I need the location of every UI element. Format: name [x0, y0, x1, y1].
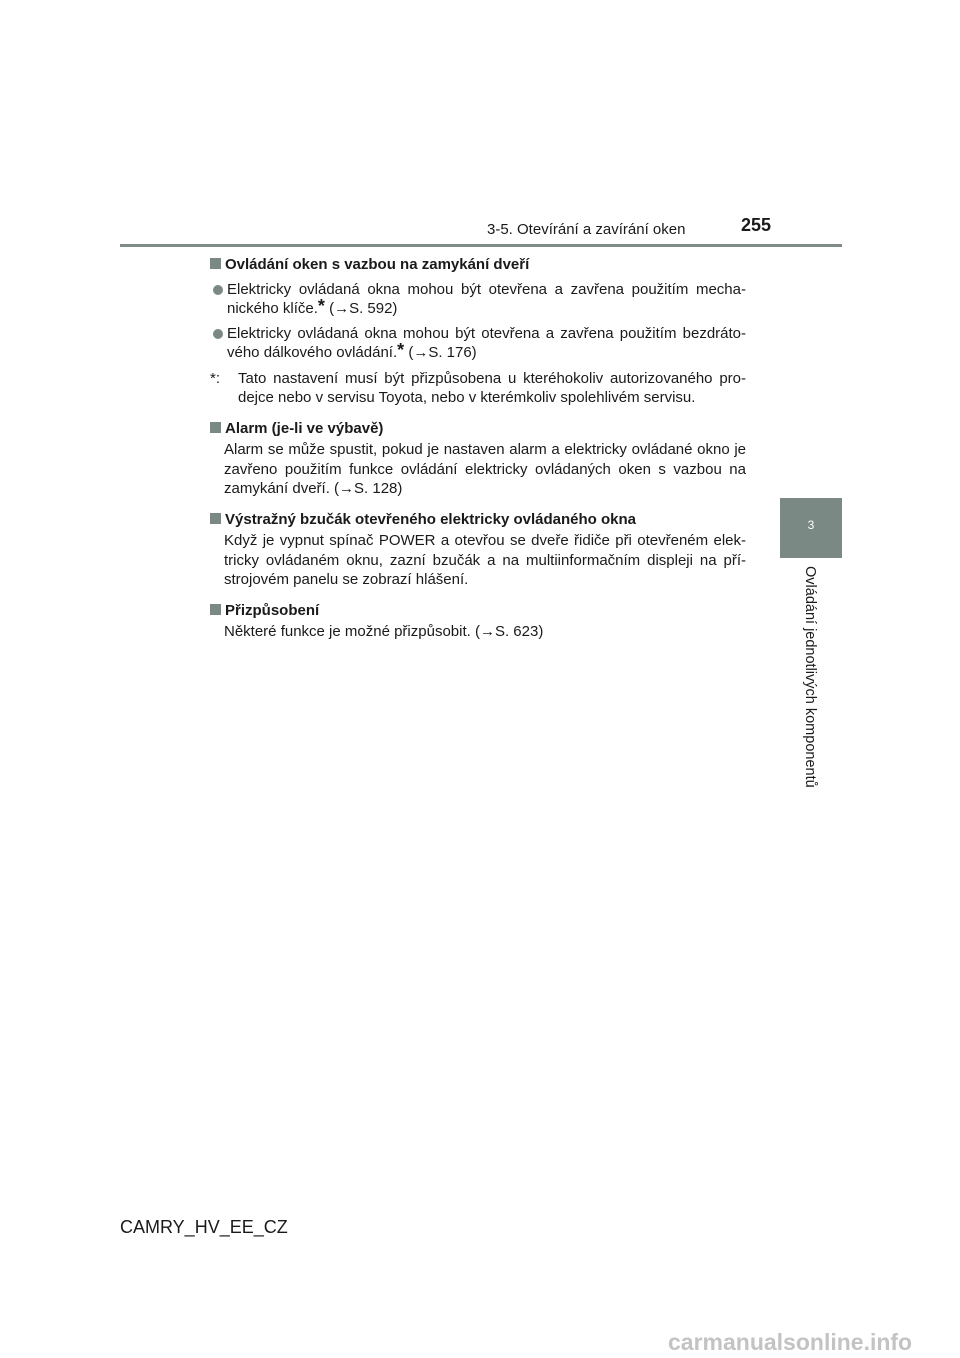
- round-bullet-icon: [213, 285, 223, 295]
- section-paragraph: Některé funkce je možné přizpůsobit. (→S. 623): [224, 623, 544, 640]
- section-customization: [210, 601, 746, 642]
- page-reference: (→S. 176): [404, 344, 477, 361]
- section-title-text: Přizpůsobení: [225, 601, 320, 619]
- section-title-text: Výstražný bzučák otevřeného elektricky ovládaného okna: [225, 510, 636, 528]
- section-title: [210, 601, 746, 621]
- footnote: [210, 369, 746, 408]
- footnote-text: Tato nastavení musí být přizpůsobena u kteréhokoliv autorizovaného pro-dejce nebo v servisu Toyota, nebo v kterémkoliv spolehlivém servisu.: [238, 369, 746, 406]
- footnote-mark: *:: [210, 369, 221, 387]
- header-rule: [120, 244, 842, 247]
- main-content: [210, 255, 746, 642]
- section-buzzer: [210, 510, 746, 590]
- page-reference: (→S. 592): [324, 300, 398, 317]
- bullet-body: Elektricky ovládaná okna mohou být otevřena a zavřena použitím bezdráto-vého dálkového ovládání.: [227, 324, 746, 361]
- section-title-text: Alarm (je-li ve výbavě): [225, 419, 384, 437]
- bullet-text: [227, 324, 746, 363]
- square-bullet-icon: [210, 422, 221, 433]
- chapter-tab: [780, 498, 842, 558]
- square-bullet-icon: [210, 604, 221, 615]
- header-section-title: 3-5. Otevírání a zavírání oken: [487, 221, 686, 238]
- bullet-body: Elektricky ovládaná okna mohou být otevřena a zavřena použitím mecha-nického klíče.: [227, 280, 746, 317]
- watermark: carmanualsonline.info: [668, 1329, 913, 1355]
- chapter-tab-number: 3: [807, 518, 815, 532]
- asterisk-mark: *: [317, 296, 325, 316]
- bullet-item: [210, 280, 746, 319]
- section-paragraph: Alarm se může spustit, pokud je nastaven alarm a elektricky ovládané okno je zavřeno použitím funkce ovládání elektricky ovládaných oken s vazbou na zamykání dveří. (→S. 128): [224, 441, 746, 497]
- bullet-text: [227, 280, 746, 319]
- round-bullet-icon: [213, 329, 223, 339]
- section-title: [210, 419, 746, 439]
- page-number: 255: [741, 215, 772, 235]
- section-alarm: [210, 419, 746, 499]
- section-door-lock-windows: [210, 255, 746, 408]
- square-bullet-icon: [210, 513, 221, 524]
- section-paragraph: Když je vypnut spínač POWER a otevřou se dveře řidiče při otevřeném elek-tricky ovládaném oknu, zazní bzučák a na multiinformačním displeji na pří-strojovém panelu se zobrazí hlášení.: [224, 532, 746, 588]
- section-title-text: Ovládání oken s vazbou na zamykání dveří: [225, 256, 530, 273]
- document-code: CAMRY_HV_EE_CZ: [120, 1217, 288, 1237]
- asterisk-mark: *: [397, 340, 405, 360]
- section-title: [210, 255, 746, 275]
- bullet-item: [210, 324, 746, 363]
- square-bullet-icon: [210, 258, 221, 269]
- chapter-vertical-label: Ovládání jednotlivých komponentů: [802, 566, 818, 788]
- section-title: [210, 510, 746, 530]
